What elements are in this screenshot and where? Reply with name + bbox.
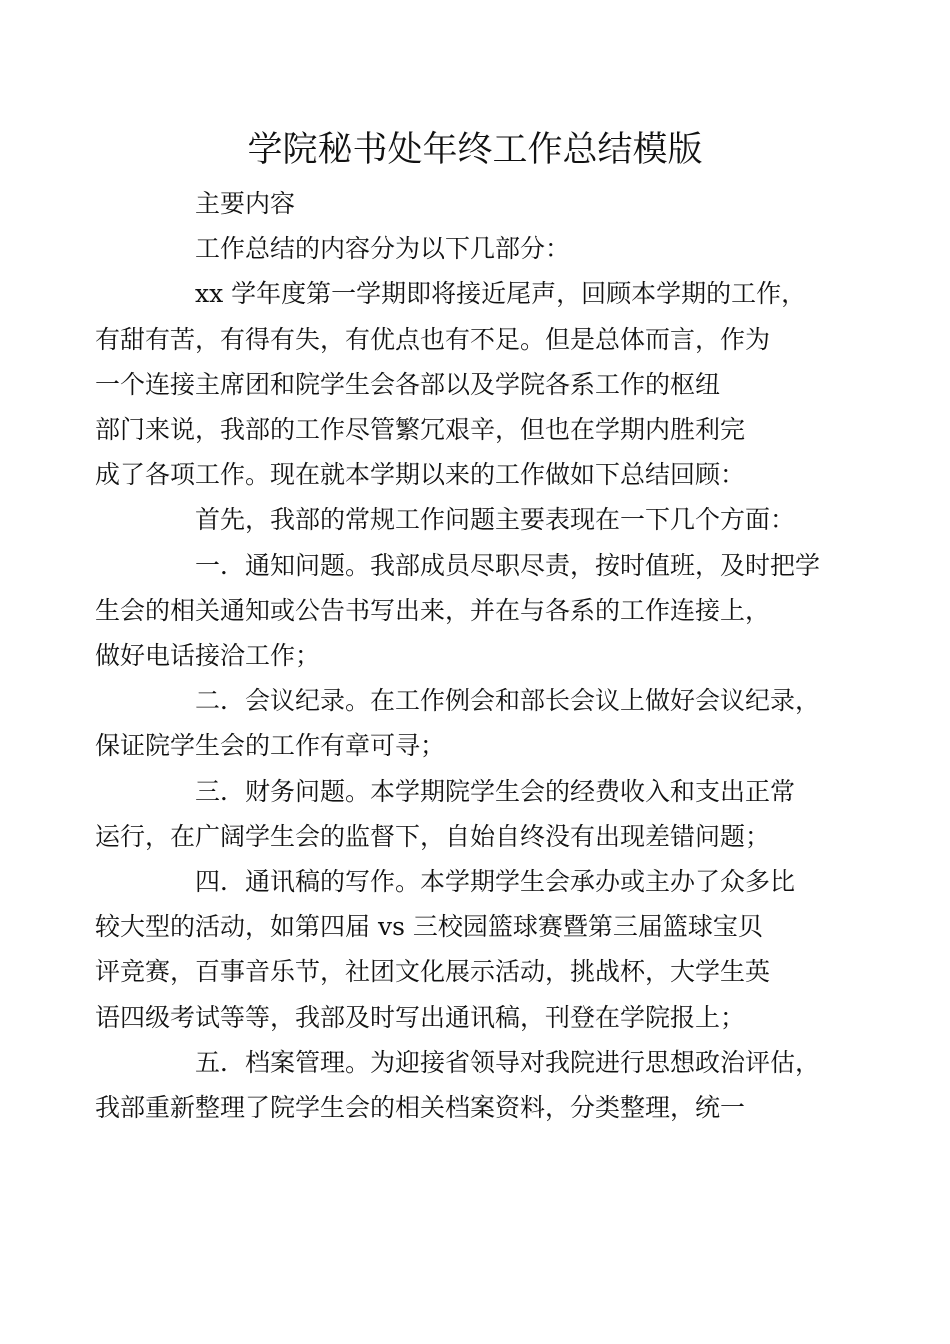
- text-line: 二．会议纪录。在工作例会和部长会议上做好会议纪录，: [195, 686, 821, 716]
- text-line: 五．档案管理。为迎接省领导对我院进行思想政治评估，: [195, 1047, 821, 1077]
- text-line: 工作总结的内容分为以下几部分：: [195, 234, 571, 264]
- document-title: 学院秘书处年终工作总结模版: [247, 130, 703, 170]
- paragraph-semester-review: [95, 271, 815, 497]
- text-line: 一个连接主席团和院学生会各部以及学院各系工作的枢纽: [95, 369, 721, 399]
- text-line: 运行，在广阔学生会的监督下，自始自终没有出现差错问题；: [95, 821, 771, 851]
- paragraph-main-content: [145, 181, 815, 226]
- text-line: 有甜有苦，有得有失，有优点也有不足。但是总体而言，作为: [95, 324, 771, 354]
- text-line: 成了各项工作。现在就本学期以来的工作做如下总结回顾：: [95, 460, 746, 490]
- text-line: 主要内容: [195, 189, 296, 218]
- text-line: 四．通讯稿的写作。本学期学生会承办或主办了众多比: [195, 867, 796, 897]
- paragraph-item-notices: [95, 543, 821, 679]
- text-line: 我部重新整理了院学生会的相关档案资料，分类整理，统一: [95, 1093, 746, 1123]
- text-line: 部门来说，我部的工作尽管繁冗艰辛，但也在学期内胜利完: [95, 415, 746, 445]
- paragraph-item-minutes: [95, 678, 821, 768]
- text-line: 做好电话接洽工作；: [95, 641, 321, 671]
- text-line: 较大型的活动，如第四届 vs 三校园篮球赛暨第三届篮球宝贝: [95, 912, 763, 942]
- paragraph-summary-intro: [145, 226, 815, 271]
- document-body: [95, 181, 821, 1130]
- text-line: 语四级考试等等，我部及时写出通讯稿，刊登在学院报上；: [95, 1002, 746, 1032]
- text-line: 三．财务问题。本学期院学生会的经费收入和支出正常: [195, 776, 796, 806]
- text-line: 评竞赛，百事音乐节，社团文化展示活动，挑战杯，大学生英: [95, 957, 771, 987]
- paragraph-item-finance: [95, 769, 815, 859]
- text-line: 首先，我部的常规工作问题主要表现在一下几个方面：: [195, 505, 796, 535]
- paragraph-item-archives: [95, 1040, 821, 1130]
- paragraph-item-reports: [95, 859, 815, 1040]
- text-line: 保证院学生会的工作有章可寻；: [95, 731, 446, 761]
- paragraph-routine-work: [145, 497, 815, 542]
- text-line: 一．通知问题。我部成员尽职尽责，按时值班，及时把学: [195, 550, 821, 580]
- text-line: 生会的相关通知或公告书写出来，并在与各系的工作连接上，: [95, 595, 771, 625]
- text-line: xx 学年度第一学期即将接近尾声，回顾本学期的工作，: [195, 279, 807, 309]
